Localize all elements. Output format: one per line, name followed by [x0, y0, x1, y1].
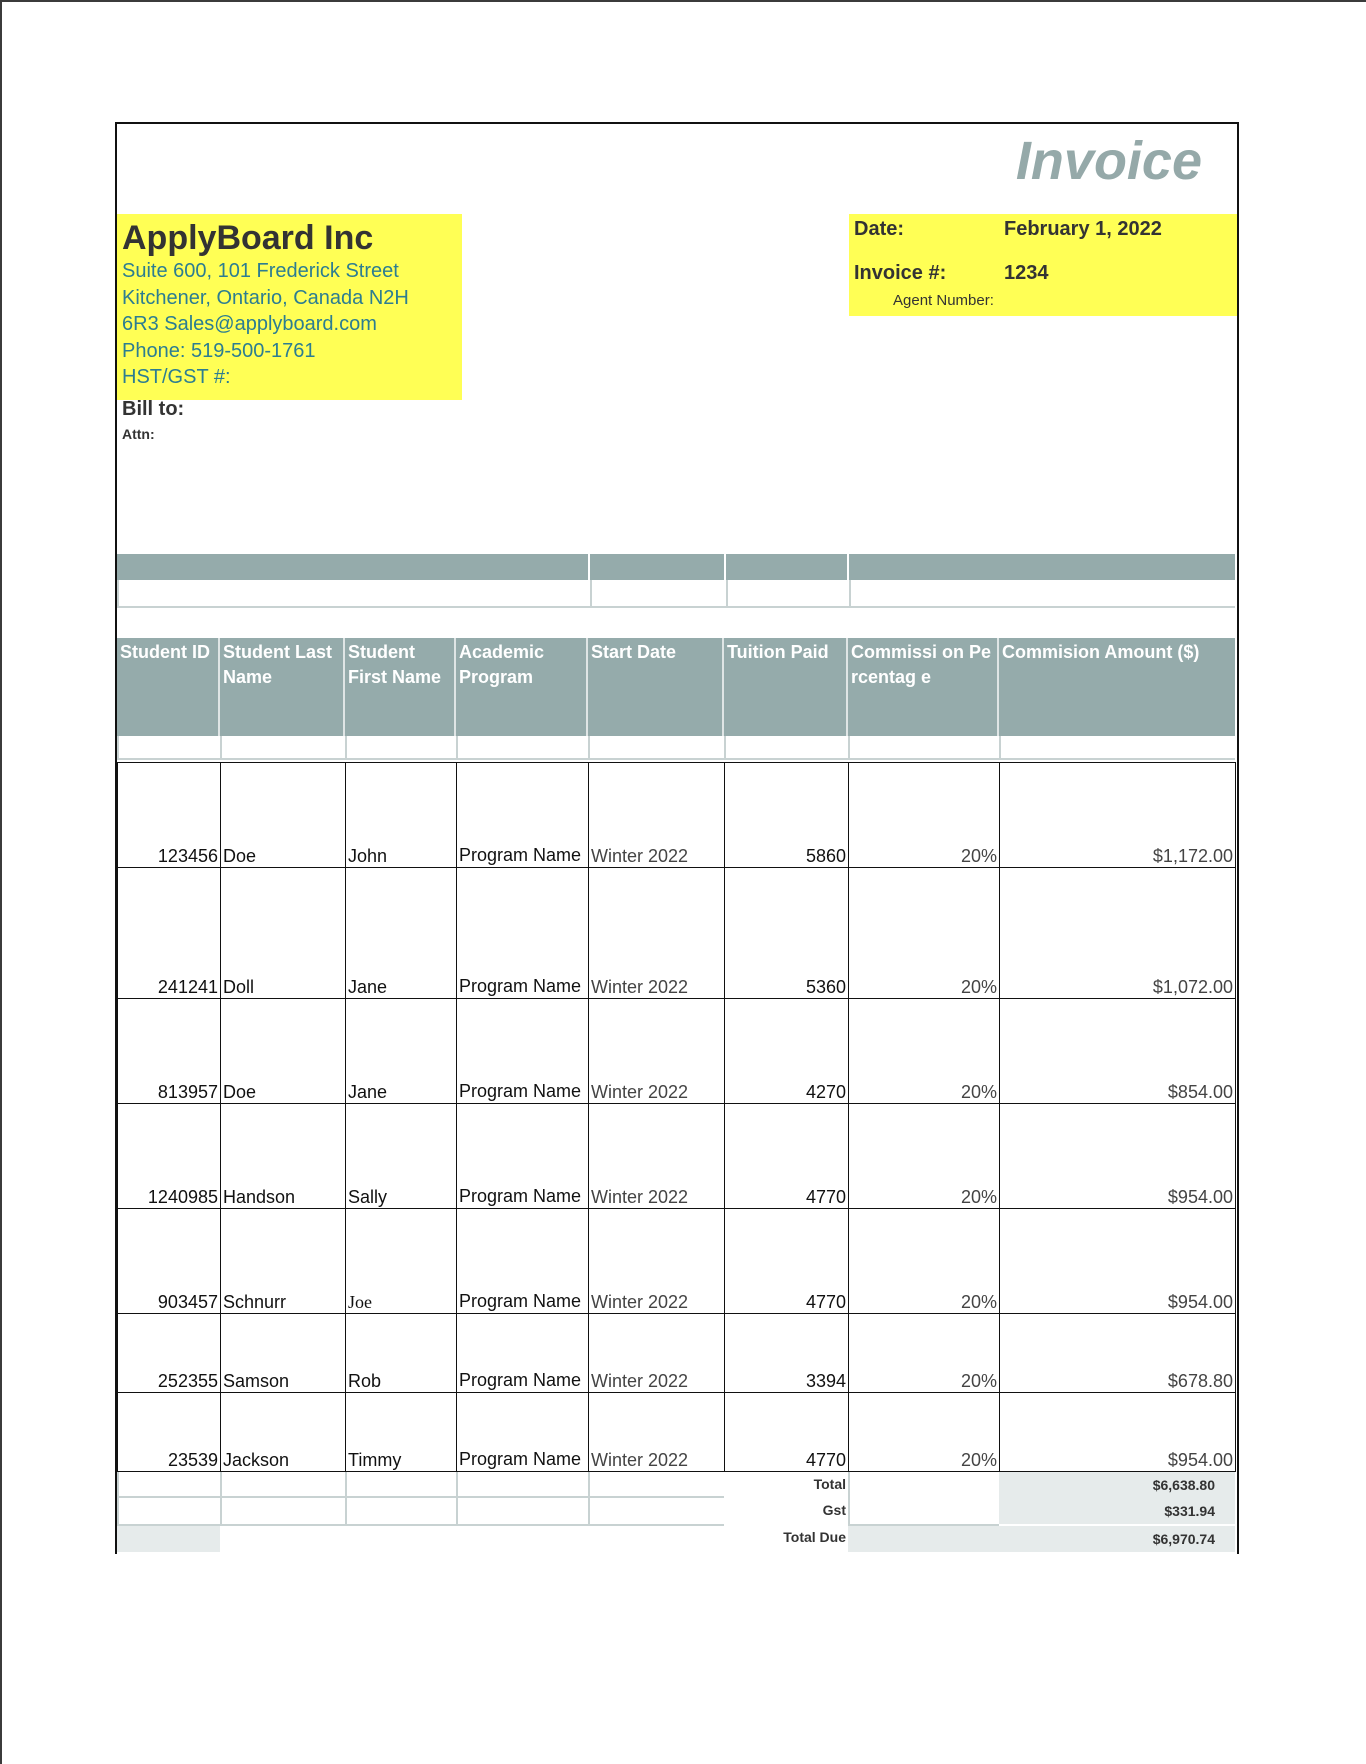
commission-percentage: 20% — [849, 999, 1000, 1104]
total-due-label: Total Due — [783, 1529, 846, 1545]
column-header: Commision Amount ($) — [1002, 642, 1200, 662]
academic-program: Program Name — [457, 1314, 589, 1393]
student-first-name: Rob — [346, 1314, 457, 1393]
student-last-name: Doe — [221, 999, 346, 1104]
student-id: 241241 — [118, 868, 221, 999]
start-date: Winter 2022 — [589, 868, 725, 999]
company-address-line: Kitchener, Ontario, Canada N2H — [122, 286, 409, 309]
band-cell — [849, 554, 1235, 580]
student-id: 252355 — [118, 1314, 221, 1393]
table-row — [118, 1209, 1236, 1314]
blank-cell — [456, 736, 588, 760]
gst-label: Gst — [822, 1502, 846, 1518]
commission-percentage: 20% — [849, 763, 1000, 868]
blank-cell — [345, 1472, 456, 1498]
table-row — [118, 999, 1236, 1104]
gst-value: $331.94 — [999, 1498, 1235, 1524]
total-due-value: $6,970.74 — [848, 1526, 1235, 1552]
company-address-line: 6R3 Sales@applyboard.com — [122, 313, 377, 335]
student-first-name: Timmy — [346, 1393, 457, 1472]
commission-amount: $954.00 — [1000, 1393, 1236, 1472]
column-header: Tuition Paid — [724, 638, 848, 736]
invoice-title: Invoice — [1015, 131, 1202, 191]
company-phone: Phone: 519-500-1761 — [122, 339, 316, 362]
blank-cell — [999, 736, 1235, 760]
commission-percentage: 20% — [849, 1314, 1000, 1393]
bill-to-label: Bill to: — [122, 398, 185, 420]
student-last-name: Schnurr — [221, 1209, 346, 1314]
company-name: ApplyBoard Inc — [122, 219, 374, 257]
tuition-paid: 5860 — [725, 763, 849, 868]
blank-cell — [724, 736, 848, 760]
blank-cell — [117, 1472, 220, 1498]
commission-percentage: 20% — [849, 1393, 1000, 1472]
student-first-name: John — [346, 763, 457, 868]
blank-cell — [848, 1472, 999, 1526]
academic-program: Program Name — [457, 1393, 589, 1472]
blank-cell — [220, 1498, 345, 1526]
commission-amount: $1,172.00 — [1000, 763, 1236, 868]
company-tax-number: HST/GST #: — [122, 366, 231, 388]
date-value: February 1, 2022 — [1004, 218, 1162, 240]
blank-cell — [345, 736, 456, 760]
student-last-name: Doe — [221, 763, 346, 868]
tuition-paid: 4770 — [725, 1104, 849, 1209]
agent-number-label: Agent Number: — [893, 292, 994, 309]
blank-cell — [117, 1498, 220, 1526]
academic-program: Program Name — [457, 999, 589, 1104]
start-date: Winter 2022 — [589, 1314, 725, 1393]
student-id: 813957 — [118, 999, 221, 1104]
student-first-name: Jane — [346, 868, 457, 999]
blank-cell — [117, 736, 220, 760]
table-header — [117, 638, 1235, 736]
student-first-name: Jane — [346, 999, 457, 1104]
tuition-paid: 3394 — [725, 1314, 849, 1393]
column-header: Start Date — [588, 638, 724, 736]
invoice-meta — [849, 214, 1237, 316]
academic-program: Program Name — [457, 1209, 589, 1314]
band-cell — [117, 554, 588, 580]
header-band — [117, 554, 1235, 580]
student-table — [117, 762, 1236, 1472]
column-header: Commissi on Percentag e — [848, 638, 999, 736]
blank-cell — [590, 580, 726, 608]
blank-cell — [117, 580, 590, 608]
student-first-name: Joe — [346, 1209, 457, 1314]
column-header: Student Last Name — [220, 638, 345, 736]
blank-cell — [456, 1472, 588, 1498]
attn-label: Attn: — [122, 426, 155, 442]
commission-percentage: 20% — [849, 868, 1000, 999]
band-cell — [726, 554, 847, 580]
start-date: Winter 2022 — [589, 1393, 725, 1472]
table-row — [118, 868, 1236, 999]
blank-cell — [849, 580, 1235, 608]
blank-cell — [456, 1498, 588, 1526]
spacer-row — [117, 736, 1235, 760]
start-date: Winter 2022 — [589, 763, 725, 868]
blank-cell — [588, 1498, 724, 1526]
blank-cell — [726, 580, 849, 608]
blank-cell — [345, 1498, 456, 1526]
band-cell — [590, 554, 724, 580]
date-label: Date: — [854, 218, 905, 240]
invoice-number-value: 1234 — [1004, 262, 1049, 284]
tuition-paid: 5360 — [725, 868, 849, 999]
tuition-paid: 4770 — [725, 1393, 849, 1472]
table-row — [118, 1104, 1236, 1209]
column-header: Academic Program — [456, 638, 588, 736]
table-row — [118, 1314, 1236, 1393]
blank-cell — [588, 1472, 724, 1498]
student-last-name: Samson — [221, 1314, 346, 1393]
student-id: 23539 — [118, 1393, 221, 1472]
table-row — [118, 1393, 1236, 1472]
start-date: Winter 2022 — [589, 1209, 725, 1314]
commission-amount: $854.00 — [1000, 999, 1236, 1104]
commission-amount: $678.80 — [1000, 1314, 1236, 1393]
shaded-cell — [117, 1526, 220, 1552]
student-first-name: Sally — [346, 1104, 457, 1209]
commission-amount: $954.00 — [1000, 1209, 1236, 1314]
blank-band — [117, 580, 1235, 608]
tuition-paid: 4270 — [725, 999, 849, 1104]
blank-cell — [220, 736, 345, 760]
total-label: Total — [813, 1476, 846, 1492]
column-header: Student First Name — [345, 638, 456, 736]
student-last-name: Doll — [221, 868, 346, 999]
student-id: 123456 — [118, 763, 221, 868]
academic-program: Program Name — [457, 763, 589, 868]
invoice-number-label: Invoice #: — [854, 262, 947, 284]
commission-amount: $1,072.00 — [1000, 868, 1236, 999]
blank-cell — [848, 736, 999, 760]
table-row — [118, 763, 1236, 868]
start-date: Winter 2022 — [589, 1104, 725, 1209]
academic-program: Program Name — [457, 868, 589, 999]
student-id: 903457 — [118, 1209, 221, 1314]
tuition-paid: 4770 — [725, 1209, 849, 1314]
commission-percentage: 20% — [849, 1104, 1000, 1209]
company-address-line: Suite 600, 101 Frederick Street — [122, 260, 399, 282]
company-info — [117, 214, 462, 400]
commission-percentage: 20% — [849, 1209, 1000, 1314]
blank-cell — [588, 736, 724, 760]
total-value: $6,638.80 — [999, 1472, 1235, 1498]
student-last-name: Jackson — [221, 1393, 346, 1472]
commission-amount: $954.00 — [1000, 1104, 1236, 1209]
student-id: 1240985 — [118, 1104, 221, 1209]
blank-cell — [220, 1472, 345, 1498]
start-date: Winter 2022 — [589, 999, 725, 1104]
academic-program: Program Name — [457, 1104, 589, 1209]
column-header: Student ID — [117, 638, 220, 736]
student-last-name: Handson — [221, 1104, 346, 1209]
invoice-sheet — [115, 122, 1239, 1554]
